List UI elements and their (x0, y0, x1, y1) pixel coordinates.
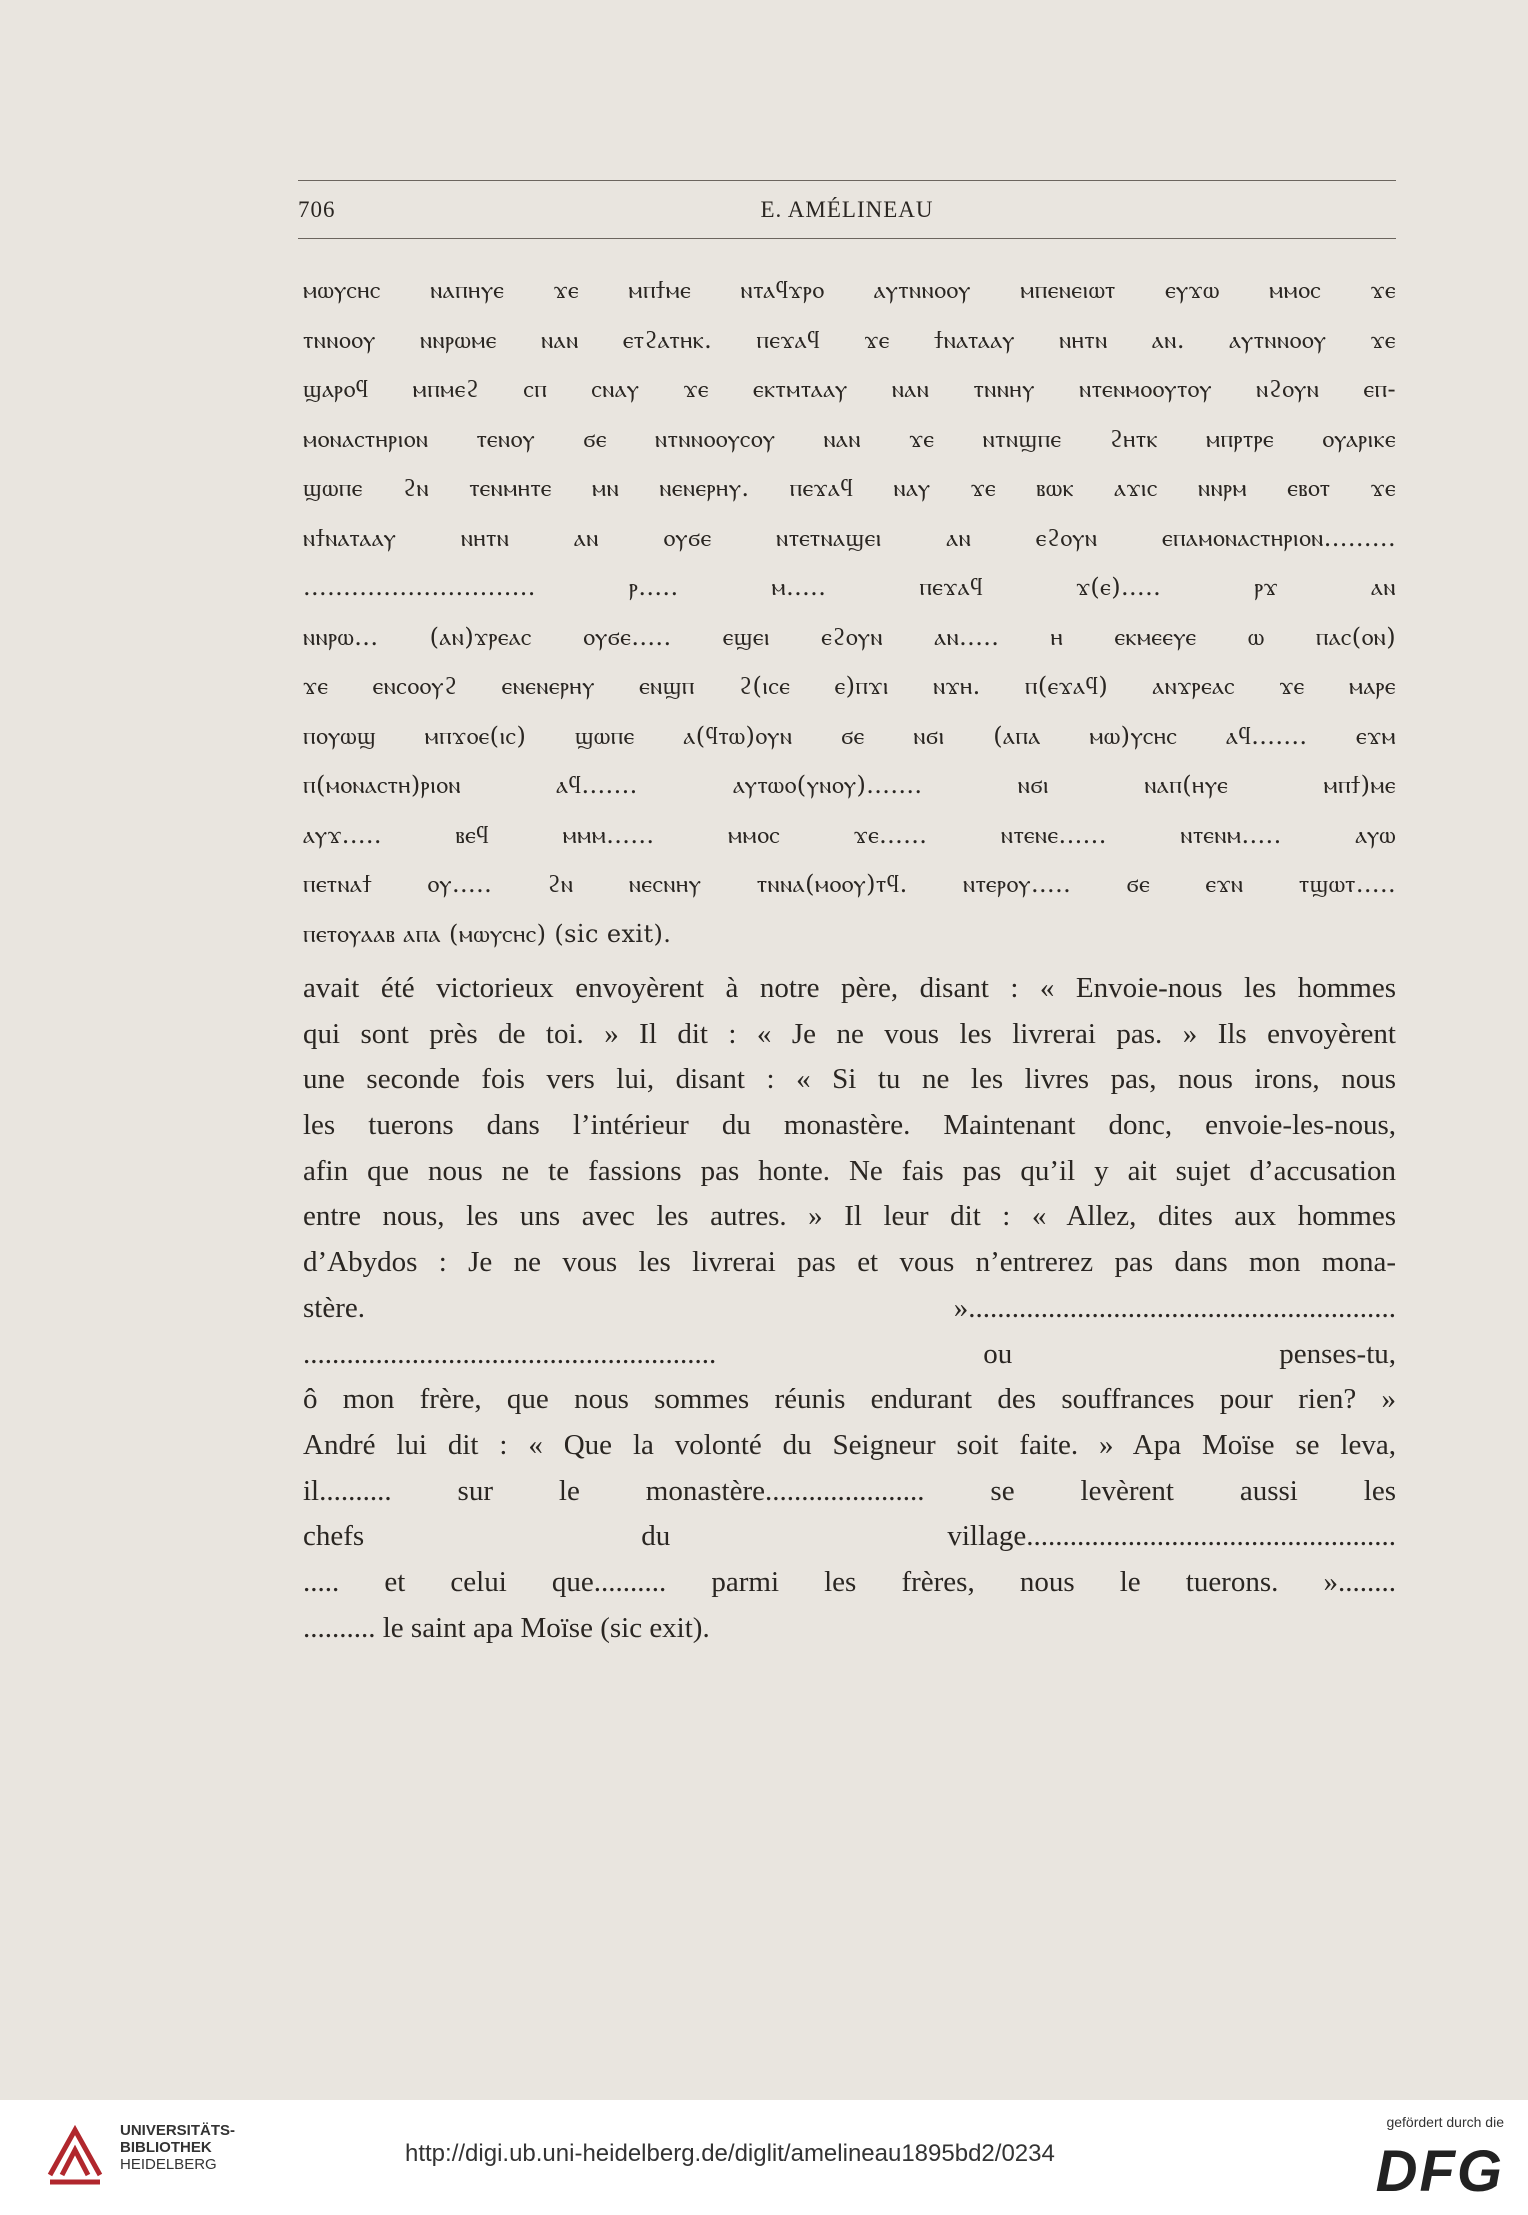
coptic-line: ⲛⲛⲣⲱ... (ⲁⲛ)ϫⲣⲉⲁⲥ ⲟⲩϭⲉ..... ⲉϣⲉⲓ ⲉϩⲟⲩⲛ ⲁⲛ..... ⲏ ⲉⲕⲙⲉⲉⲩⲉ ⲱ ⲡⲁⲥ(ⲟⲛ) (303, 622, 1396, 651)
university-library-name (120, 2122, 235, 2173)
university-library-logo-icon (40, 2120, 110, 2190)
uni-name-line: BIBLIOTHEK (120, 2139, 212, 2156)
french-line: une seconde fois vers lui, disant : « Si tu ne les livres pas, nous irons, nous (303, 1063, 1396, 1096)
french-line: stère. »........................................................... (303, 1291, 1396, 1324)
french-line: afin que nous ne te fassions pas honte. Ne fais pas qu’il y ait sujet d’accusation (303, 1154, 1396, 1187)
digitization-footer (0, 2100, 1528, 2215)
french-line: qui sont près de toi. » Il dit : « Je ne vous les livrerai pas. » Ils envoyèrent (303, 1017, 1396, 1050)
funding-label: gefördert durch die (1386, 2114, 1504, 2130)
coptic-line: ⲡⲟⲩⲱϣ ⲙⲡϫⲟⲉ(ⲓⲥ) ϣⲱⲡⲉ ⲁ(ϥⲧⲱ)ⲟⲩⲛ ϭⲉ ⲛϭⲓ (ⲁⲡⲁ ⲙⲱ)ⲩⲥⲏⲥ ⲁϥ....... ⲉϫⲙ (303, 721, 1396, 750)
french-line: avait été victorieux envoyèrent à notre père, disant : « Envoie-nous les hommes (303, 972, 1396, 1004)
french-line: il.......... sur le monastère...................... se levèrent aussi les (303, 1474, 1396, 1507)
french-line: ..... et celui que.......... parmi les frères, nous le tuerons. »........ (303, 1565, 1396, 1598)
uni-name-line: UNIVERSITÄTS- (120, 2122, 236, 2139)
coptic-line: ⲁⲩϫ..... ⲃⲉϥ ⲙⲙⲙ...... ⲙⲙⲟⲥ ϫⲉ...... ⲛⲧⲉⲛⲉ...... ⲛⲧⲉⲛⲙ..... ⲁⲩⲱ (303, 820, 1396, 849)
french-line: les tuerons dans l’intérieur du monastère. Maintenant donc, envoie-les-nous, (303, 1109, 1396, 1142)
coptic-line: ⲙⲟⲛⲁⲥⲧⲏⲣⲓⲟⲛ ⲧⲉⲛⲟⲩ ϭⲉ ⲛⲧⲛⲛⲟⲟⲩⲥⲟⲩ ⲛⲁⲛ ϫⲉ ⲛⲧⲛϣⲡⲉ ϩⲏⲧⲕ ⲙⲡⲣⲧⲣⲉ ⲟⲩⲁⲣⲓⲕⲉ (303, 424, 1396, 453)
coptic-text-block (303, 266, 1396, 959)
coptic-line: ⲡⲉⲧⲛⲁϯ ⲟⲩ..... ϩⲛ ⲛⲉⲥⲛⲏⲩ ⲧⲛⲛⲁ(ⲙⲟⲟⲩ)ⲧϥ. ⲛⲧⲉⲣⲟⲩ..... ϭⲉ ⲉϫⲛ ⲧϣⲱⲧ..... (303, 870, 1396, 898)
page-header (298, 197, 1396, 231)
coptic-line: ϣⲁⲣⲟϥ ⲙⲡⲙⲉϩ ⲥⲡ ⲥⲛⲁⲩ ϫⲉ ⲉⲕⲧⲙⲧⲁⲁⲩ ⲛⲁⲛ ⲧⲛⲛⲏⲩ ⲛⲧⲉⲛⲙⲟⲟⲩⲧⲟⲩ ⲛϩⲟⲩⲛ ⲉⲡ- (303, 375, 1396, 403)
coptic-line: ⲧⲛⲛⲟⲟⲩ ⲛⲛⲣⲱⲙⲉ ⲛⲁⲛ ⲉⲧϩⲁⲧⲏⲕ. ⲡⲉϫⲁϥ ϫⲉ ϯⲛⲁⲧⲁⲁⲩ ⲛⲏⲧⲛ ⲁⲛ. ⲁⲩⲧⲛⲛⲟⲟⲩ ϫⲉ (303, 325, 1396, 354)
coptic-line: ⲡ(ⲙⲟⲛⲁⲥⲧⲏ)ⲣⲓⲟⲛ ⲁϥ....... ⲁⲩⲧⲱⲟ(ⲩⲛⲟⲩ)....... ⲛϭⲓ ⲛⲁⲡ(ⲏⲩⲉ ⲙⲡϯ)ⲙⲉ (303, 771, 1396, 799)
coptic-line: ⲙⲱⲩⲥⲏⲥ ⲛⲁⲡⲏⲩⲉ ϫⲉ ⲙⲡϯⲙⲉ ⲛⲧⲁϥϫⲣⲟ ⲁⲩⲧⲛⲛⲟⲟⲩ ⲙⲡⲉⲛⲉⲓⲱⲧ ⲉⲩϫⲱ ⲙⲙⲟⲥ ϫⲉ (303, 276, 1396, 304)
header-rule-bottom (298, 238, 1396, 239)
permalink-url[interactable]: http://digi.ub.uni-heidelberg.de/diglit/amelineau1895bd2/0234 (405, 2140, 1055, 2167)
dfg-logo: DFG (1375, 2139, 1504, 2204)
french-line: ......................................................... ou penses-tu, (303, 1337, 1396, 1370)
coptic-line: ⲛϯⲛⲁⲧⲁⲁⲩ ⲛⲏⲧⲛ ⲁⲛ ⲟⲩϭⲉ ⲛⲧⲉⲧⲛⲁϣⲉⲓ ⲁⲛ ⲉϩⲟⲩⲛ ⲉⲡⲁⲙⲟⲛⲁⲥⲧⲏⲣⲓⲟⲛ......... (303, 523, 1396, 552)
french-line: ô mon frère, que nous sommes réunis endurant des souffrances pour rien? » (303, 1383, 1396, 1416)
page-number: 706 (298, 197, 336, 222)
french-line: chefs du village................................................... (303, 1520, 1396, 1553)
coptic-line: ϫⲉ ⲉⲛⲥⲟⲟⲩϩ ⲉⲛⲉⲛⲉⲣⲏⲩ ⲉⲛϣⲡ ϩ(ⲓⲥⲉ ⲉ)ⲡϫⲓ ⲛϫⲏ. ⲡ(ⲉϫⲁϥ) ⲁⲛϫⲣⲉⲁⲥ ϫⲉ ⲙⲁⲣⲉ (303, 672, 1396, 700)
uni-name-line: HEIDELBERG (120, 2156, 217, 2173)
french-line: d’Abydos : Je ne vous les livrerai pas et vous n’entrerez pas dans mon mona- (303, 1246, 1396, 1279)
coptic-line: ϣⲱⲡⲉ ϩⲛ ⲧⲉⲛⲙⲏⲧⲉ ⲙⲛ ⲛⲉⲛⲉⲣⲏⲩ. ⲡⲉϫⲁϥ ⲛⲁⲩ ϫⲉ ⲃⲱⲕ ⲁϫⲓⲥ ⲛⲛⲣⲙ ⲉⲃⲟⲧ ϫⲉ (303, 474, 1396, 502)
running-head: E. AMÉLINEAU (760, 197, 934, 222)
french-line: .......... le saint apa Moïse (sic exit). (303, 1611, 710, 1644)
coptic-line: ............................. ⲣ..... ⲙ..... ⲡⲉϫⲁϥ ϫ(ⲉ)..... ⲣϫ ⲁⲛ (303, 573, 1396, 601)
coptic-line: ⲡⲉⲧⲟⲩⲁⲁⲃ ⲁⲡⲁ (ⲙⲱⲩⲥⲏⲥ) (sic exit). (303, 919, 672, 948)
french-line: André lui dit : « Que la volonté du Seigneur soit faite. » Apa Moïse se leva, (303, 1428, 1396, 1461)
french-line: entre nous, les uns avec les autres. » Il leur dit : « Allez, dites aux hommes (303, 1200, 1396, 1233)
french-translation-block (303, 966, 1396, 1651)
header-rule-top (298, 180, 1396, 181)
